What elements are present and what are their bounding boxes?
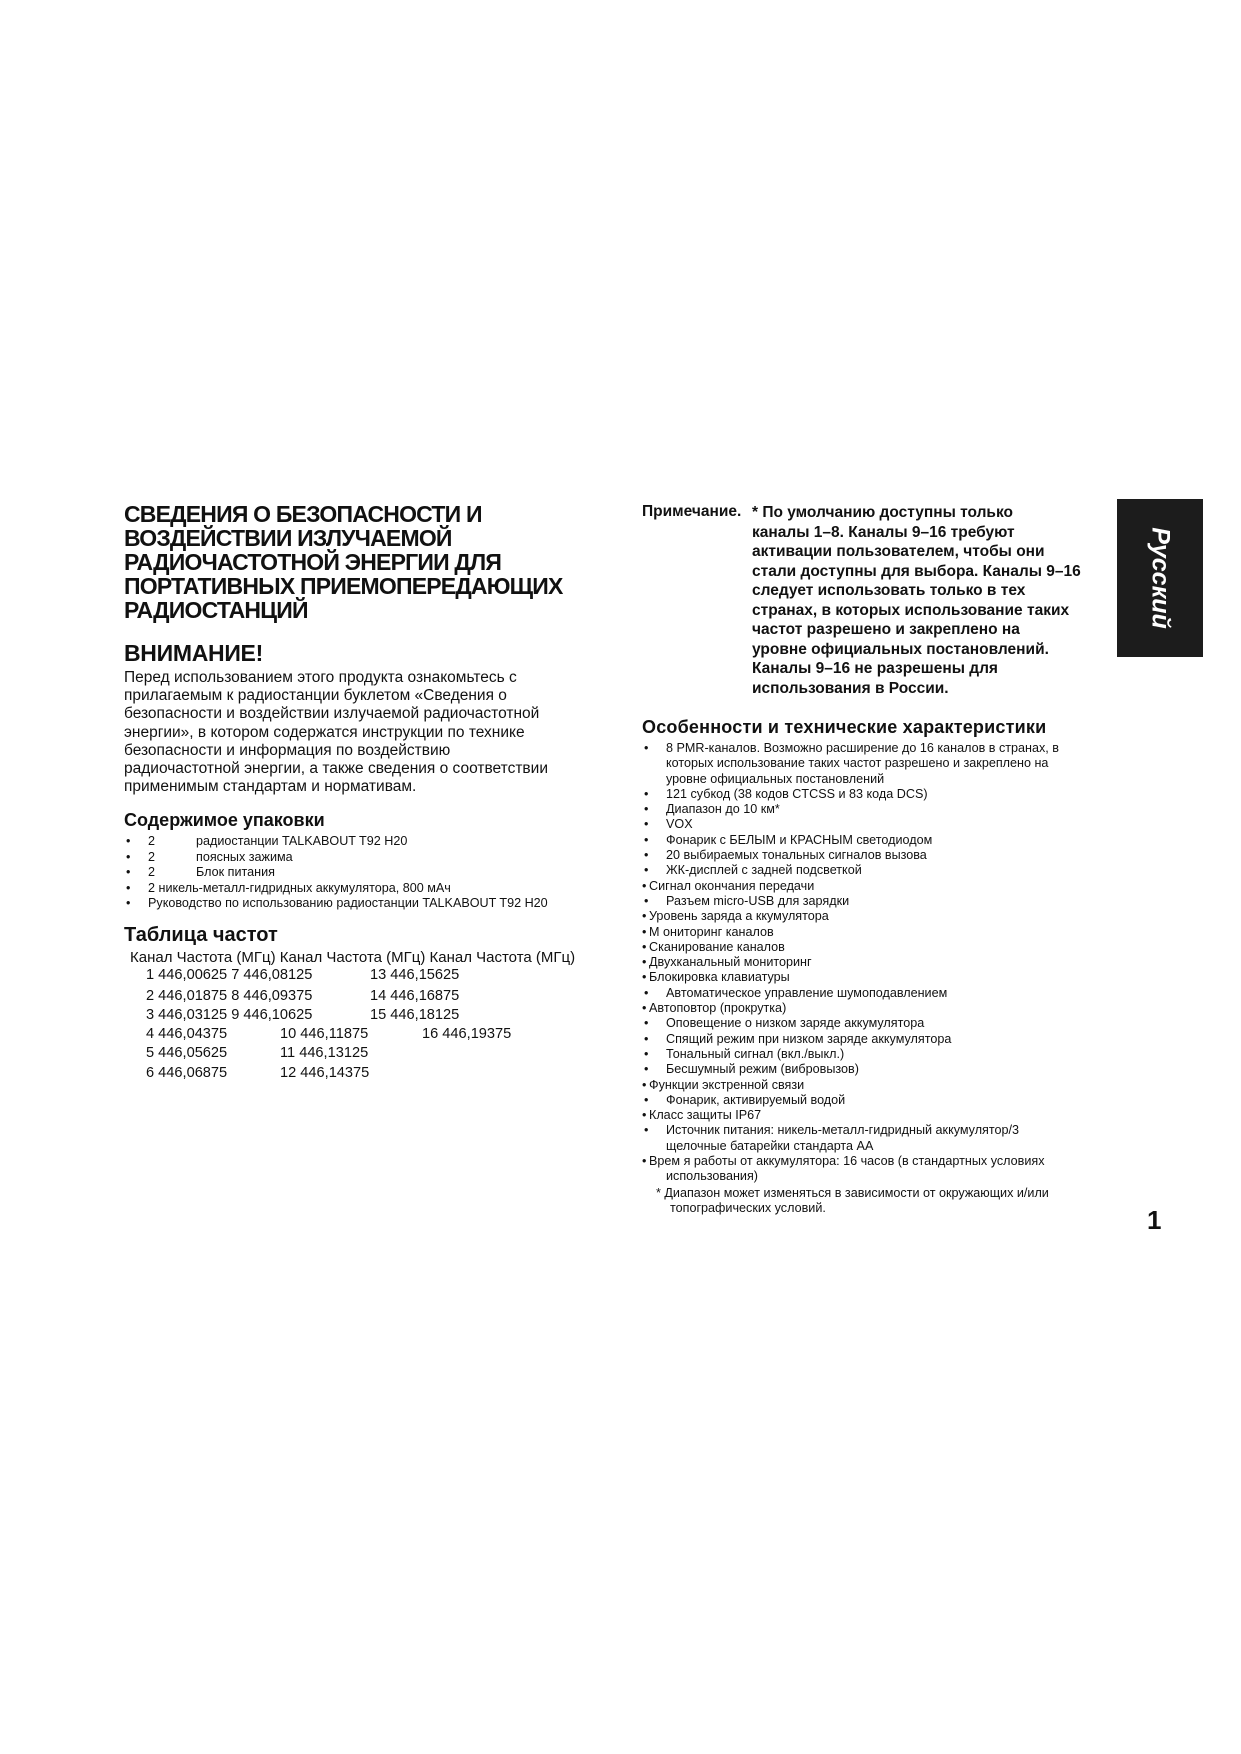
feature-line: М ониторинг каналов bbox=[649, 924, 774, 939]
title-line: СВЕДЕНИЯ О БЕЗОПАСНОСТИ И bbox=[124, 501, 482, 527]
page-title bbox=[124, 502, 624, 622]
note-line: странах, в которых использование таких bbox=[752, 601, 1070, 619]
note-line: каналы 1–8. Каналы 9–16 требуют bbox=[752, 523, 1015, 541]
feature-item bbox=[642, 848, 1122, 863]
note-line: уровне официальных постановлений. bbox=[752, 640, 1049, 658]
intro-line: безопасности и информация по воздействию bbox=[124, 741, 451, 759]
frequency-row bbox=[146, 1006, 624, 1025]
feature-line: 8 PMR-каналов. Возможно расширение до 16 каналов в странах, в bbox=[666, 741, 1059, 755]
feature-item bbox=[642, 1154, 1122, 1185]
note-block bbox=[642, 503, 1122, 698]
note-line: использования в России. bbox=[752, 679, 949, 697]
feature-item bbox=[642, 1001, 1122, 1016]
feature-line: Автоматическое управление шумоподавлением bbox=[666, 985, 948, 1000]
feature-item bbox=[642, 940, 1122, 955]
feature-item bbox=[642, 879, 1122, 894]
feature-item bbox=[642, 909, 1122, 924]
feature-item bbox=[642, 1032, 1122, 1047]
feature-item bbox=[642, 817, 1122, 832]
freq-cell: 5 446,05625 bbox=[146, 1044, 228, 1061]
feature-line: щелочные батарейки стандарта AA bbox=[666, 1138, 874, 1153]
package-item bbox=[124, 896, 624, 912]
feature-line: Сигнал окончания передачи bbox=[649, 878, 815, 893]
feature-line: Тональный сигнал (вкл./выкл.) bbox=[666, 1046, 845, 1061]
feature-line: Фонарик, активируемый водой bbox=[666, 1092, 846, 1107]
feature-item bbox=[642, 1108, 1122, 1123]
feature-item bbox=[642, 1047, 1122, 1062]
frequency-table-header: Канал Частота (МГц) Канал Частота (МГц) Канал Частота (МГц) bbox=[130, 948, 576, 966]
feature-item bbox=[642, 1016, 1122, 1031]
note-label: Примечание. bbox=[642, 503, 742, 520]
frequency-row bbox=[146, 1044, 624, 1063]
feature-line: использования) bbox=[666, 1169, 758, 1184]
feature-line: Блокировка клавиатуры bbox=[649, 970, 790, 985]
feature-line: Фонарик с БЕЛЫМ и КРАСНЫМ светодиодом bbox=[666, 832, 933, 847]
intro-line: прилагаемым к радиостанции буклетом «Сведения о bbox=[124, 687, 507, 705]
feature-line: Класс защиты IP67 bbox=[649, 1108, 762, 1123]
feature-item bbox=[642, 833, 1122, 848]
note-line: Каналы 9–16 не разрешены для bbox=[752, 660, 998, 677]
feature-item bbox=[642, 925, 1122, 940]
feature-line: Врем я работы от аккумулятора: 16 часов (в стандартных условиях bbox=[649, 1154, 1045, 1169]
note-line: стали доступны для выбора. Каналы 9–16 bbox=[752, 562, 1081, 580]
frequency-row bbox=[146, 987, 624, 1006]
feature-item bbox=[642, 1123, 1122, 1154]
warning-heading: ВНИМАНИЕ! bbox=[124, 640, 263, 666]
package-text: поясных зажима bbox=[196, 849, 293, 864]
feature-line: 20 выбираемых тональных сигналов вызова bbox=[666, 848, 927, 863]
feature-line: Автоповтор (прокрутка) bbox=[649, 1001, 787, 1016]
package-list bbox=[124, 834, 624, 912]
freq-cell: 12 446,14375 bbox=[280, 1065, 370, 1082]
feature-item bbox=[642, 802, 1122, 817]
feature-line: Бесшумный режим (вибровызов) bbox=[666, 1062, 859, 1077]
freq-cell: 3 446,03125 9 446,10625 bbox=[146, 1006, 313, 1023]
freq-cell: 1 446,00625 7 446,08125 bbox=[146, 966, 313, 983]
feature-item bbox=[642, 955, 1122, 970]
frequency-table-heading: Таблица частот bbox=[124, 923, 278, 946]
feature-item bbox=[642, 863, 1122, 878]
feature-line: уровне официальных постановлений bbox=[666, 771, 885, 786]
feature-item bbox=[642, 1078, 1122, 1093]
features-list bbox=[642, 741, 1122, 1185]
intro-line: применимым стандартам и нормативам. bbox=[124, 778, 417, 796]
feature-item bbox=[642, 1093, 1122, 1108]
features-heading: Особенности и технические характеристики bbox=[642, 717, 1047, 737]
note-line: следует использовать только в тех bbox=[752, 582, 1026, 599]
feature-item bbox=[642, 986, 1122, 1001]
package-qty: 2 bbox=[148, 834, 156, 849]
package-qty: 2 bbox=[148, 849, 156, 864]
page-number: 1 bbox=[1147, 1205, 1162, 1235]
feature-line: Оповещение о низком заряде аккумулятора bbox=[666, 1016, 925, 1031]
feature-line: 121 субкод (38 кодов CTCSS и 83 кода DCS) bbox=[666, 786, 928, 801]
language-tab bbox=[1117, 499, 1203, 657]
feature-line: Диапазон до 10 км* bbox=[666, 802, 780, 817]
left-column bbox=[124, 502, 624, 1083]
feature-line: VOX bbox=[666, 817, 693, 832]
feature-line: Уровень заряда а ккумулятора bbox=[649, 909, 829, 924]
freq-cell: 14 446,16875 bbox=[370, 988, 460, 1005]
footnote bbox=[642, 1186, 1122, 1217]
freq-cell: 6 446,06875 bbox=[146, 1065, 228, 1082]
footnote-line: топографических условий. bbox=[670, 1200, 826, 1215]
note-line: частот разрешено и закреплено на bbox=[752, 621, 1020, 638]
package-text: радиостанции TALKABOUT T92 H20 bbox=[196, 834, 408, 849]
freq-cell: 16 446,19375 bbox=[422, 1026, 512, 1043]
package-item bbox=[124, 850, 624, 866]
frequency-row bbox=[146, 1025, 624, 1044]
frequency-row bbox=[146, 966, 624, 985]
feature-line: Функции экстренной связи bbox=[649, 1077, 805, 1092]
package-text: 2 никель-металл-гидридных аккумулятора, 800 мАч bbox=[148, 880, 451, 895]
freq-cell: 2 446,01875 8 446,09375 bbox=[146, 988, 313, 1005]
intro-line: энергии», в котором содержатся инструкции по технике bbox=[124, 723, 525, 741]
feature-line: ЖК-дисплей с задней подсветкой bbox=[666, 863, 862, 878]
feature-item bbox=[642, 970, 1122, 985]
feature-item bbox=[642, 1062, 1122, 1077]
frequency-table bbox=[146, 966, 624, 1083]
intro-line: безопасности и воздействии излучаемой радиочастотной bbox=[124, 705, 540, 723]
feature-line: Сканирование каналов bbox=[649, 939, 785, 954]
intro-line: Перед использованием этого продукта ознакомьтесь с bbox=[124, 669, 517, 686]
intro-line: радиочастотной энергии, а также сведения о соответствии bbox=[124, 760, 548, 778]
freq-cell: 10 446,11875 bbox=[280, 1026, 369, 1043]
feature-item bbox=[642, 741, 1122, 787]
title-line: ПОРТАТИВНЫХ ПРИЕМОПЕРЕДАЮЩИХ bbox=[124, 573, 563, 599]
feature-line: Спящий режим при низком заряде аккумулятора bbox=[666, 1031, 952, 1046]
package-item bbox=[124, 834, 624, 850]
package-text: Блок питания bbox=[196, 865, 275, 880]
intro-paragraph bbox=[124, 669, 624, 796]
title-line: ВОЗДЕЙСТВИИ ИЗЛУЧАЕМОЙ bbox=[124, 525, 452, 551]
feature-line: Двухканальный мониторинг bbox=[649, 955, 812, 970]
feature-item bbox=[642, 787, 1122, 802]
package-heading: Содержимое упаковки bbox=[124, 810, 325, 831]
title-line: РАДИОСТАНЦИЙ bbox=[124, 597, 308, 623]
package-item bbox=[124, 865, 624, 881]
feature-item bbox=[642, 894, 1122, 909]
feature-line: Источник питания: никель-металл-гидридный аккумулятор/3 bbox=[666, 1123, 1019, 1138]
package-item bbox=[124, 881, 624, 897]
freq-cell: 13 446,15625 bbox=[370, 966, 460, 983]
freq-cell: 15 446,18125 bbox=[370, 1006, 460, 1023]
feature-line: Разъем micro-USB для зарядки bbox=[666, 893, 850, 908]
freq-cell: 4 446,04375 bbox=[146, 1026, 228, 1043]
frequency-row bbox=[146, 1064, 624, 1083]
note-line: активации пользователем, чтобы они bbox=[752, 543, 1045, 560]
note-text bbox=[752, 503, 1122, 698]
title-line: РАДИОЧАСТОТНОЙ ЭНЕРГИИ ДЛЯ bbox=[124, 549, 502, 575]
footnote-line: * Диапазон может изменяться в зависимости от окружающих и/или bbox=[656, 1185, 1049, 1200]
note-line: * По умолчанию доступны только bbox=[752, 504, 1013, 521]
feature-line: которых использование таких частот разрешено и закреплено на bbox=[666, 756, 1049, 771]
freq-cell: 11 446,13125 bbox=[280, 1044, 369, 1061]
package-qty: 2 bbox=[148, 865, 156, 880]
right-column bbox=[642, 503, 1122, 1216]
package-text: Руководство по использованию радиостанции TALKABOUT T92 H20 bbox=[148, 896, 548, 911]
language-tab-label: Русский bbox=[1146, 527, 1175, 629]
